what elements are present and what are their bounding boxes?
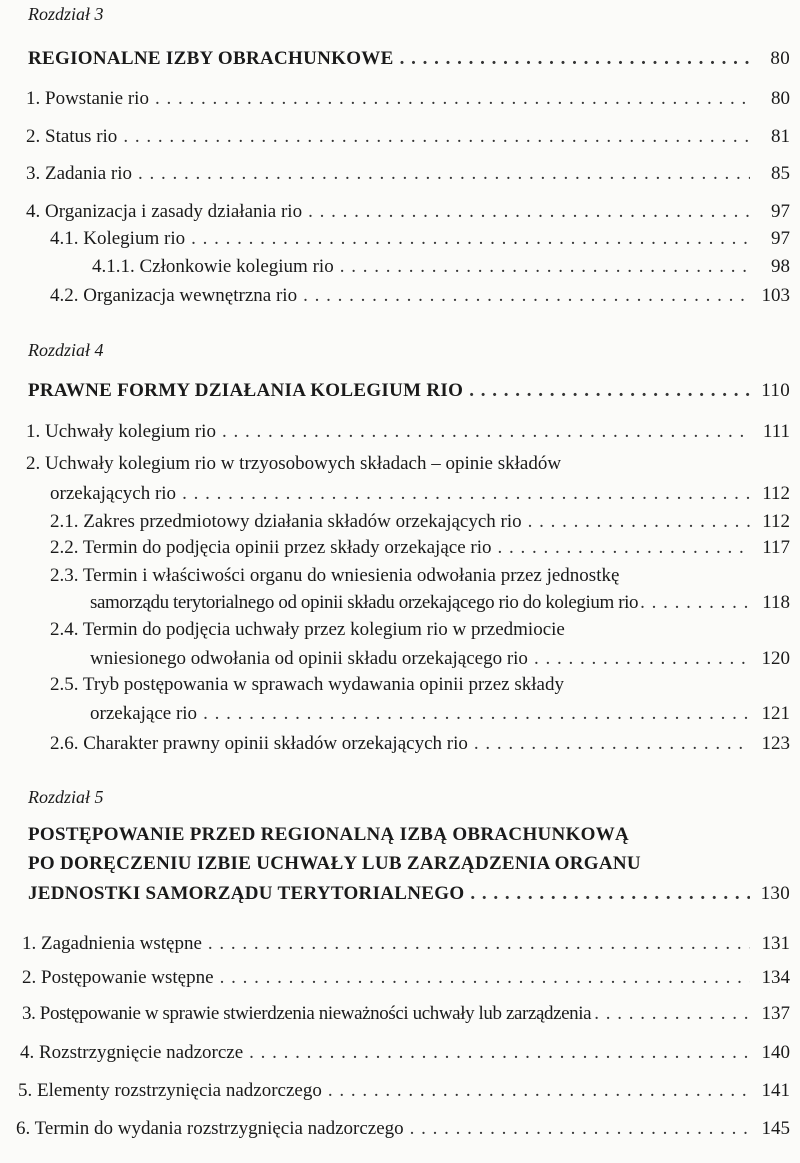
- page-number: 85: [771, 163, 790, 184]
- page-number: 121: [761, 703, 790, 724]
- dot-leader: [155, 88, 750, 110]
- page-number: 118: [762, 592, 790, 613]
- dot-leader: [249, 1042, 750, 1064]
- chapter-title-line1[interactable]: POSTĘPOWANIE PRZED REGIONALNĄ IZBĄ OBRACHUNKOWĄ: [28, 824, 630, 845]
- dot-leader: [498, 537, 751, 559]
- entry-title-line2: wniesionego odwołania od opinii składu orzekającego rio: [90, 648, 528, 669]
- entry-title: PRAWNE FORMY DZIAŁANIA KOLEGIUM RIO: [28, 380, 464, 401]
- entry-title: 2.2. Termin do podjęcia opinii przez składy orzekające rio: [50, 537, 492, 558]
- toc-entry[interactable]: [0, 933, 790, 955]
- toc-chapter-title[interactable]: [0, 380, 790, 402]
- dot-leader: [400, 48, 750, 70]
- entry-title-line2: orzekających rio: [50, 483, 177, 504]
- dot-leader: [474, 733, 750, 755]
- page-number: 137: [761, 1003, 790, 1024]
- page-number: 111: [762, 421, 790, 442]
- entry-title-line2: samorządu terytorialnego od opinii składu orzekającego rio do kolegium rio: [90, 592, 639, 613]
- dot-leader: [191, 228, 750, 250]
- chapter-label: Rozdział 3: [28, 4, 104, 24]
- dot-leader: [208, 933, 750, 955]
- chapter-label: Rozdział 4: [28, 340, 104, 360]
- entry-title: REGIONALNE IZBY OBRACHUNKOWE: [28, 48, 394, 69]
- dot-leader: [203, 703, 750, 725]
- dot-leader: [123, 126, 750, 148]
- entry-title: 1. Zagadnienia wstępne: [22, 933, 202, 954]
- entry-title: 2.6. Charakter prawny opinii składów orzekających rio: [50, 733, 468, 754]
- dot-leader: [308, 201, 750, 223]
- page-number: 130: [760, 883, 790, 904]
- entry-title: 1. Powstanie rio: [26, 88, 149, 109]
- page-number: 123: [761, 733, 790, 754]
- page-number: 103: [761, 285, 790, 306]
- dot-leader: [534, 648, 750, 670]
- chapter-label: Rozdział 5: [28, 787, 104, 807]
- toc-entry[interactable]: [0, 703, 790, 725]
- dot-leader: [303, 285, 750, 307]
- page-number: 145: [761, 1118, 790, 1139]
- chapter-title-line3: JEDNOSTKI SAMORZĄDU TERYTORIALNEGO: [28, 883, 465, 904]
- entry-title: 3. Postępowanie w sprawie stwierdzenia nieważności uchwały lub zarządzenia: [22, 1003, 592, 1024]
- entry-title: 4. Rozstrzygnięcie nadzorcze: [20, 1042, 244, 1063]
- entry-title-line1[interactable]: 2.4. Termin do podjęcia uchwały przez kolegium rio w przedmiocie: [50, 619, 565, 640]
- toc-chapter-title[interactable]: [0, 48, 790, 70]
- toc-entry[interactable]: [0, 256, 790, 278]
- toc-entry[interactable]: [0, 421, 790, 443]
- toc-entry[interactable]: [0, 648, 790, 670]
- chapter-title-line2[interactable]: PO DORĘCZENIU IZBIE UCHWAŁY LUB ZARZĄDZENIA ORGANU: [28, 853, 641, 874]
- page-number: 97: [771, 201, 790, 222]
- page-number: 81: [771, 126, 790, 147]
- entry-title: 4.2. Organizacja wewnętrzna rio: [50, 285, 298, 306]
- entry-title-line1[interactable]: 2.3. Termin i właściwości organu do wniesienia odwołania przez jednostkę: [50, 565, 620, 586]
- toc-chapter-title[interactable]: [0, 883, 790, 905]
- page-number: 140: [761, 1042, 790, 1063]
- page-number: 97: [771, 228, 790, 249]
- page-number: 80: [770, 48, 790, 69]
- page-number: 80: [771, 88, 790, 109]
- dot-leader: [469, 380, 750, 402]
- entry-title-line1[interactable]: 2.5. Tryb postępowania w sprawach wydawania opinii przez składy: [50, 674, 564, 695]
- entry-title: 4.1.1. Członkowie kolegium rio: [92, 256, 334, 277]
- entry-title: 4. Organizacja i zasady działania rio: [26, 201, 303, 222]
- dot-leader: [528, 511, 750, 533]
- entry-title: 2. Status rio: [26, 126, 118, 147]
- page-number: 131: [761, 933, 790, 954]
- entry-title: 6. Termin do wydania rozstrzygnięcia nadzorczego: [16, 1118, 404, 1139]
- entry-title: 2.1. Zakres przedmiotowy działania składów orzekających rio: [50, 511, 522, 532]
- toc-entry[interactable]: [0, 592, 790, 614]
- dot-leader: [222, 421, 750, 443]
- toc-entry[interactable]: [0, 285, 790, 307]
- toc-entry[interactable]: [0, 201, 790, 223]
- page-number: 110: [761, 380, 790, 401]
- page-number: 112: [762, 483, 790, 504]
- toc-entry[interactable]: [0, 228, 790, 250]
- dot-leader: [594, 1003, 753, 1025]
- toc-entry[interactable]: [0, 1118, 790, 1140]
- page-number: 134: [761, 967, 790, 988]
- entry-title: 4.1. Kolegium rio: [50, 228, 186, 249]
- dot-leader: [328, 1080, 750, 1102]
- entry-title-line1[interactable]: 2. Uchwały kolegium rio w trzyosobowych składach – opinie składów: [26, 453, 562, 474]
- page-number: 120: [761, 648, 790, 669]
- toc-entry[interactable]: [0, 1003, 790, 1025]
- dot-leader: [410, 1118, 750, 1140]
- entry-title: 5. Elementy rozstrzynięcia nadzorczego: [18, 1080, 322, 1101]
- page-number: 98: [771, 256, 790, 277]
- dot-leader: [220, 967, 750, 989]
- toc-entry[interactable]: [0, 967, 790, 989]
- dot-leader: [340, 256, 750, 278]
- toc-entry[interactable]: [0, 1080, 790, 1102]
- toc-entry[interactable]: [0, 537, 790, 559]
- entry-title: 3. Zadania rio: [26, 163, 133, 184]
- toc-entry[interactable]: [0, 126, 790, 148]
- toc-entry[interactable]: [0, 733, 790, 755]
- toc-entry[interactable]: [0, 511, 790, 533]
- toc-entry[interactable]: [0, 163, 790, 185]
- entry-title-line2: orzekające rio: [90, 703, 198, 724]
- page-number: 141: [761, 1080, 790, 1101]
- toc-entry[interactable]: [0, 88, 790, 110]
- entry-title: 1. Uchwały kolegium rio: [26, 421, 216, 442]
- dot-leader: [470, 883, 750, 905]
- dot-leader: [138, 163, 750, 185]
- dot-leader: [182, 483, 750, 505]
- page-number: 112: [762, 511, 790, 532]
- dot-leader: [640, 592, 754, 614]
- toc-entry[interactable]: [0, 1042, 790, 1064]
- toc-entry[interactable]: [0, 483, 790, 505]
- entry-title: 2. Postępowanie wstępne: [22, 967, 214, 988]
- page-number: 117: [762, 537, 790, 558]
